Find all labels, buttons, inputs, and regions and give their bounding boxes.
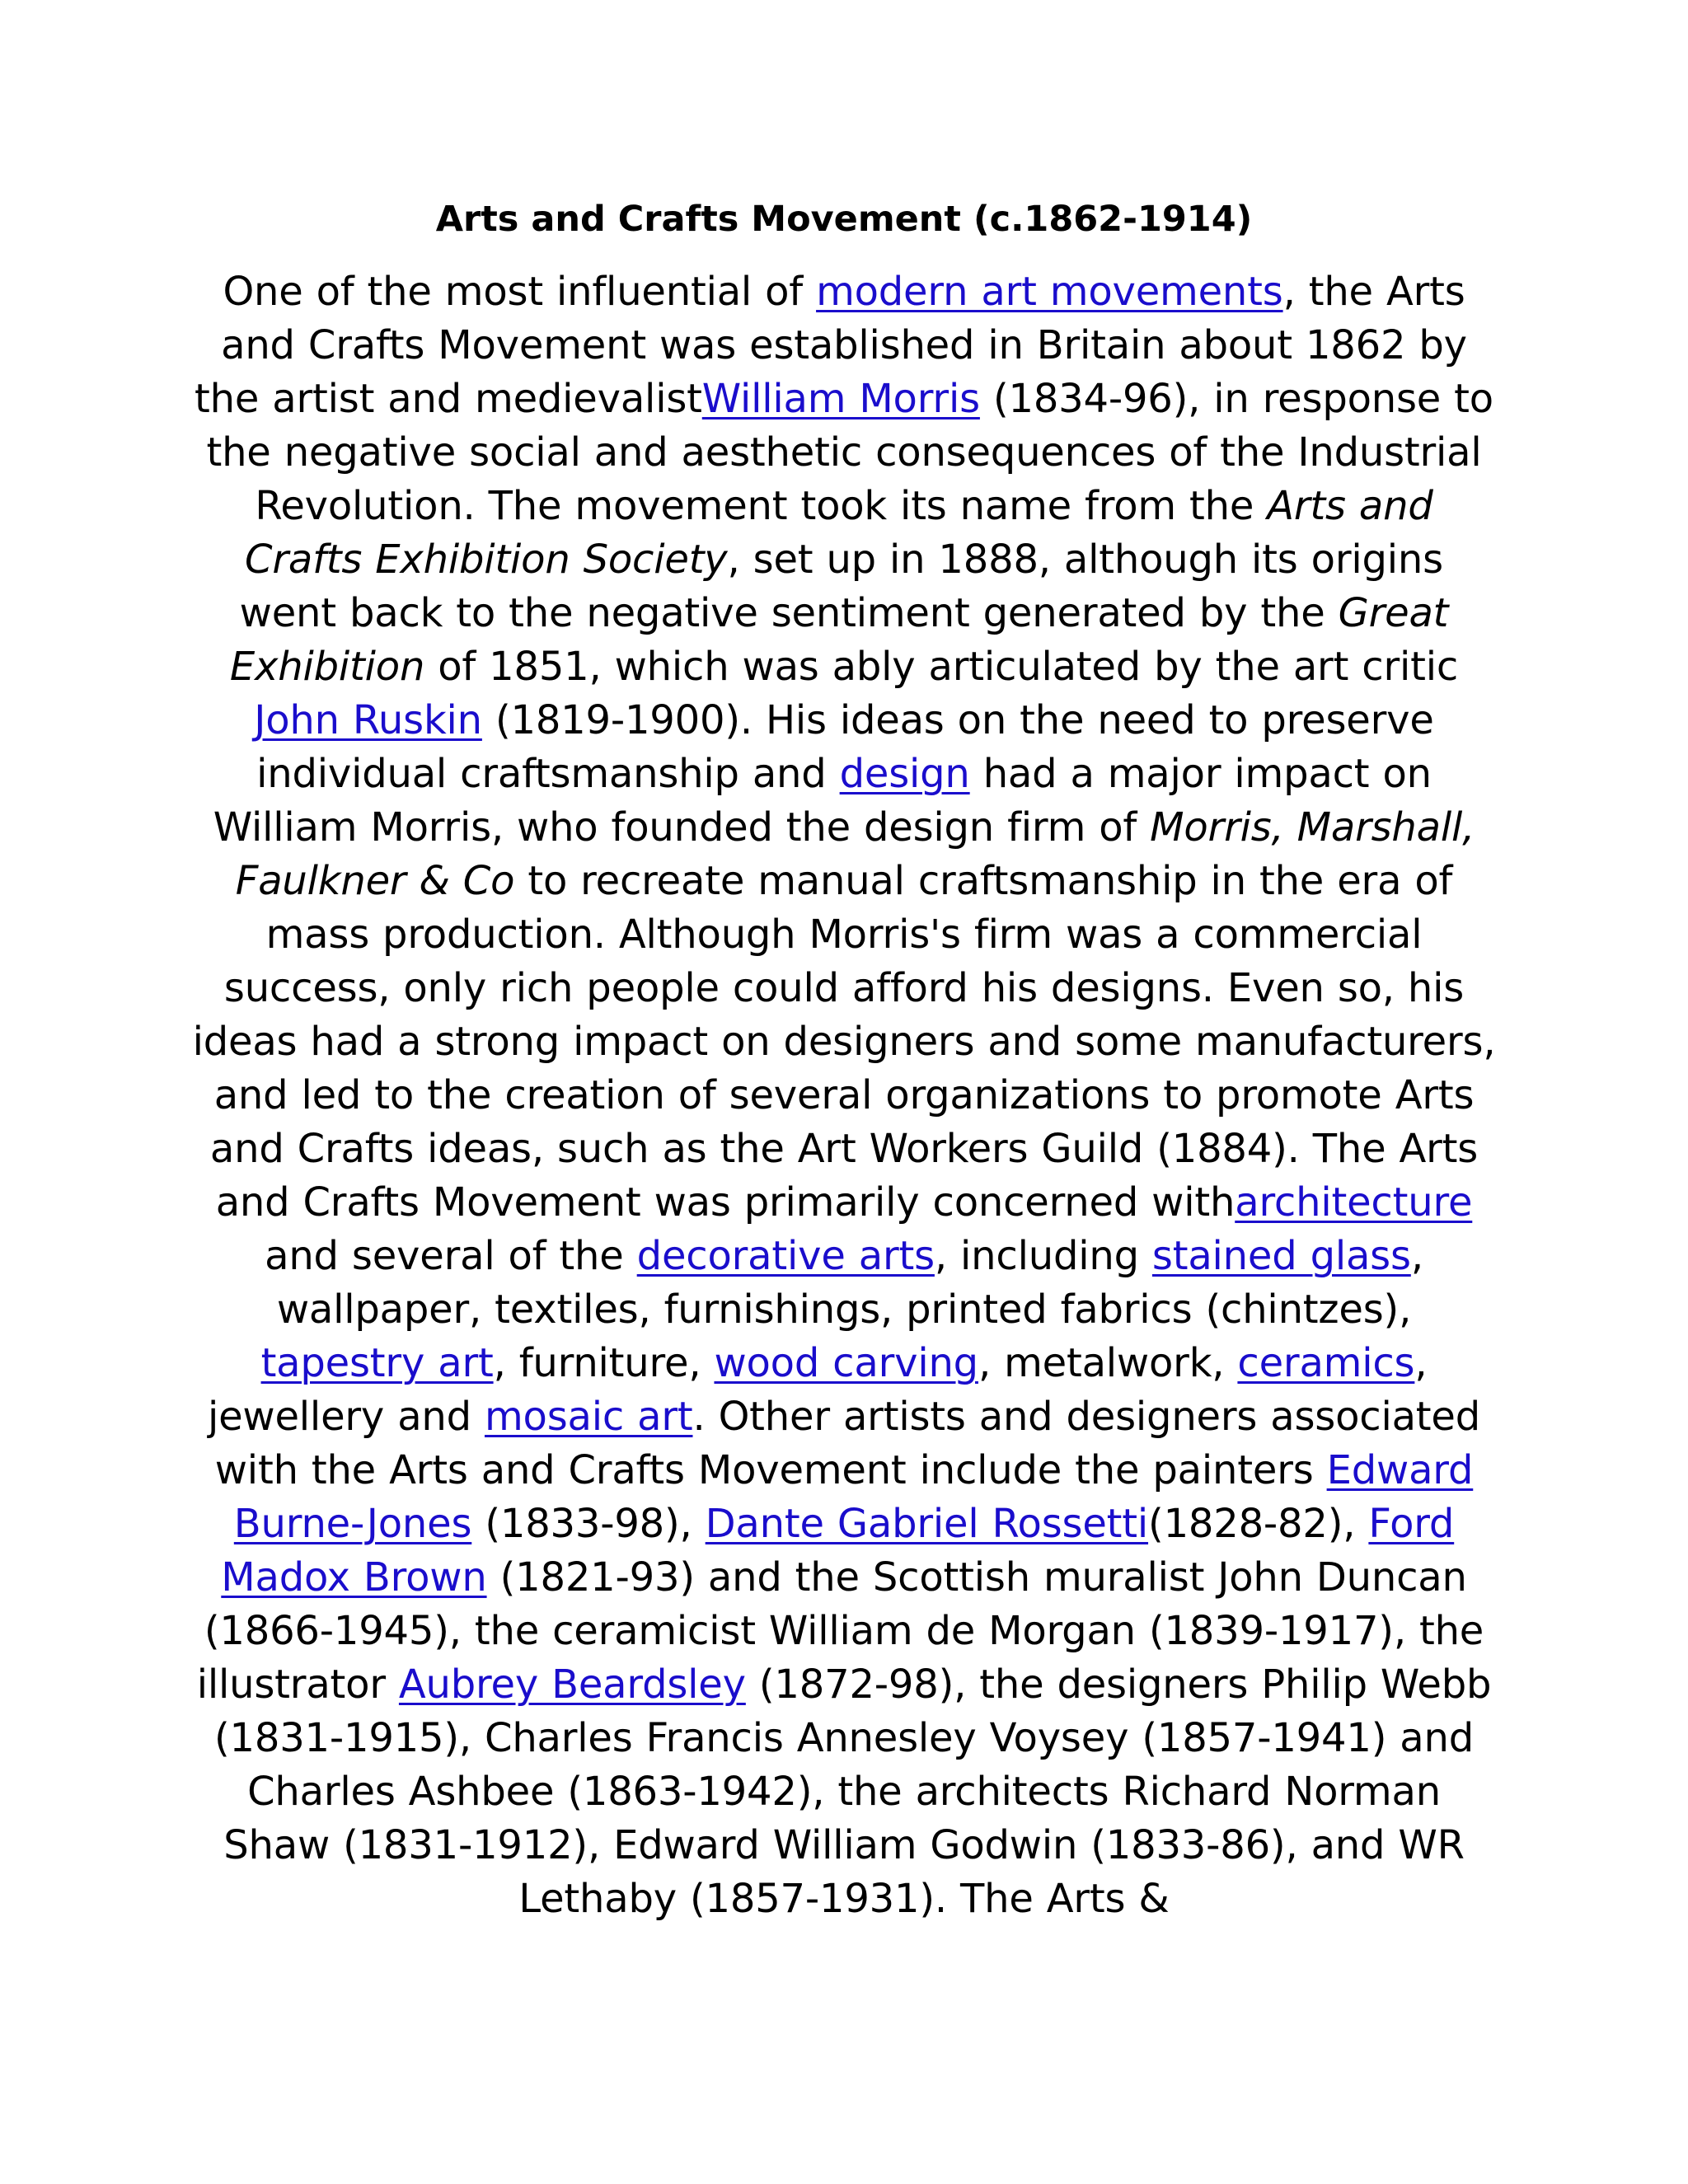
paragraph-text: , the Arts and Crafts Movement was established in Britain about 1862 by the artist and medievalist <box>195 269 1467 422</box>
link-tapestry-art[interactable]: tapestry art <box>260 1340 494 1386</box>
page-title: Arts and Crafts Movement (c.1862-1914) <box>435 199 1253 240</box>
paragraph-text: to recreate manual craftsmanship in the era of mass production. Although Morris's firm was a commercial success, only rich people could afford his designs. Even so, his ideas had a strong impact on designers and some manufacturers, and led to the creation of several organizations to promote Arts and Crafts ideas, such as the Art Workers Guild (1884). The Arts and Crafts Movement was primarily concerned with <box>192 858 1496 1226</box>
italic-title-text: Morris, Marshall, Faulkner & Co <box>235 804 1475 904</box>
paragraph-text: , wallpaper, textiles, furnishings, printed fabrics (chintzes), <box>276 1233 1423 1333</box>
document-page <box>191 194 1497 1926</box>
paragraph-text: , set up in 1888, although its origins went back to the negative sentiment generated by the <box>239 537 1443 636</box>
paragraph-text: of 1851, which was ably articulated by the art critic <box>424 644 1459 690</box>
paragraph-text: . Other artists and designers associated with the Arts and Crafts Movement include the painters <box>214 1394 1481 1493</box>
link-stained-glass[interactable]: stained glass <box>1151 1233 1411 1279</box>
body-paragraph <box>191 265 1497 1926</box>
paragraph-text: had a major impact on William Morris, who founded the design firm of <box>213 751 1432 851</box>
paragraph-text: (1833-98), <box>471 1501 706 1547</box>
paragraph-text: (1834-96), in response to the negative social and aesthetic consequences of the Industrial Revolution. The movement took its name from the <box>206 376 1493 529</box>
link-aubrey-beardsley[interactable]: Aubrey Beardsley <box>398 1661 746 1708</box>
link-mosaic-art[interactable]: mosaic art <box>484 1394 693 1440</box>
link-decorative-arts[interactable]: decorative arts <box>636 1233 935 1279</box>
italic-title-text: Great Exhibition <box>229 590 1449 690</box>
italic-title-text: Arts and Crafts Exhibition Society <box>245 483 1433 583</box>
link-william-morris[interactable]: William Morris <box>701 376 980 422</box>
link-modern-art-movements[interactable]: modern art movements <box>816 269 1283 315</box>
paragraph-text: and several of the <box>265 1233 637 1279</box>
paragraph-text: , metalwork, <box>978 1340 1238 1386</box>
paragraph-text: (1872-98), the designers Philip Webb (1831-1915), Charles Francis Annesley Voysey (1857-1941) and Charles Ashbee (1863-1942), the architects Richard Norman Shaw (1831-1912), Edward William Godwin (1833-86), and WR Lethaby (1857-1931). The Arts & <box>214 1661 1492 1922</box>
link-wood-carving[interactable]: wood carving <box>714 1340 978 1386</box>
paragraph-text: , jewellery and <box>207 1340 1428 1440</box>
link-ford-madox-brown[interactable]: Ford Madox Brown <box>221 1501 1455 1601</box>
link-edward-burne-jones[interactable]: Edward Burne-Jones <box>233 1447 1474 1547</box>
paragraph-text: , furniture, <box>493 1340 715 1386</box>
paragraph-text: (1828-82), <box>1148 1501 1369 1547</box>
paragraph-text: , including <box>934 1233 1152 1279</box>
link-architecture[interactable]: architecture <box>1235 1179 1473 1226</box>
link-ceramics[interactable]: ceramics <box>1237 1340 1415 1386</box>
link-design[interactable]: design <box>839 751 970 797</box>
paragraph-text: (1821-93) and the Scottish muralist John Duncan (1866-1945), the ceramicist William de Morgan (1839-1917), the illustrator <box>196 1554 1484 1708</box>
link-dante-gabriel-rossetti[interactable]: Dante Gabriel Rossetti <box>705 1501 1149 1547</box>
paragraph-text: One of the most influential of <box>223 269 817 315</box>
link-john-ruskin[interactable]: John Ruskin <box>254 697 482 743</box>
paragraph-text: (1819-1900). His ideas on the need to preserve individual craftsmanship and <box>256 697 1434 797</box>
